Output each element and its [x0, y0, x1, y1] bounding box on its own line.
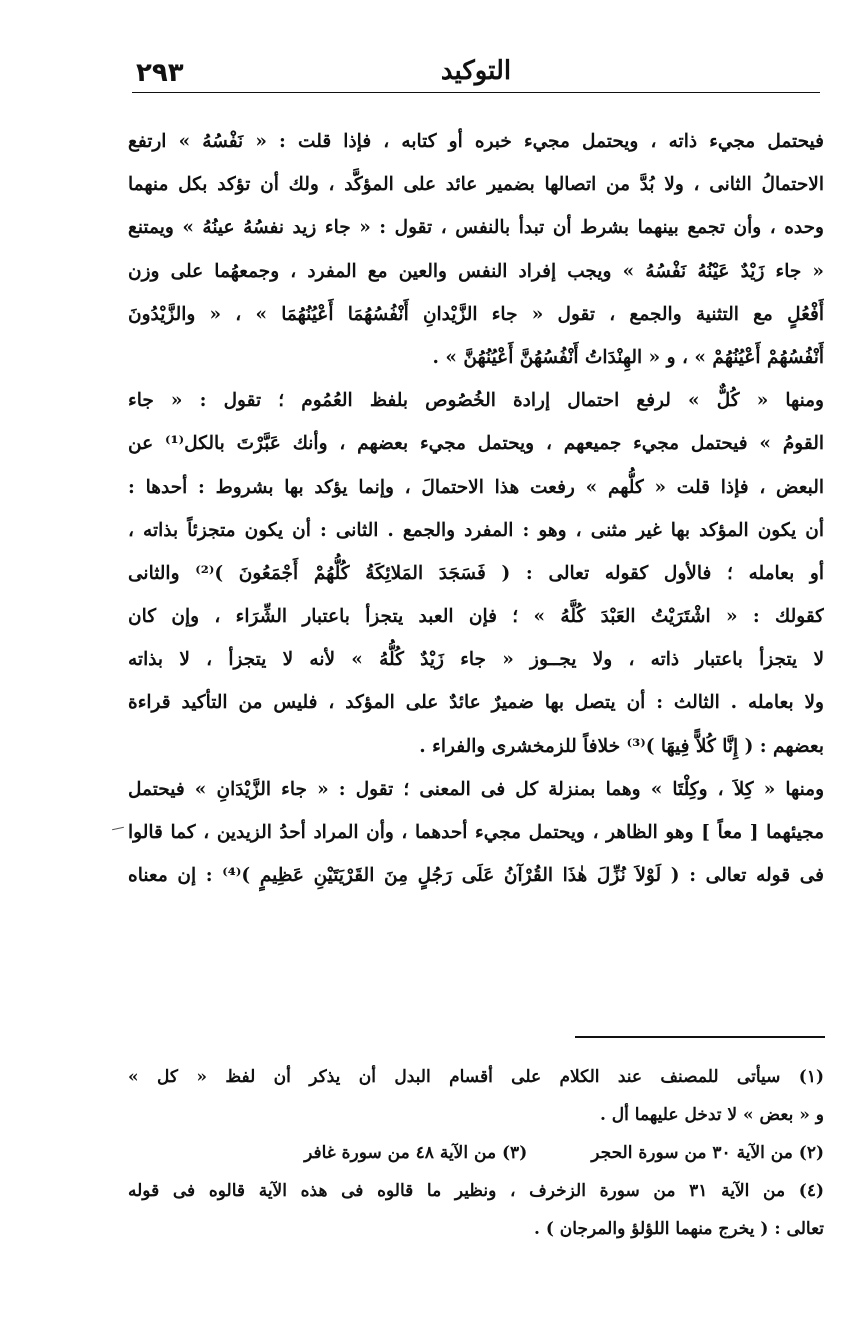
body-line: أو بعامله ؛ فالأول كقوله تعالى : ( فَسَجَدَ المَلائِكَةُ كُلُّهُمْ أَجْمَعُونَ )⁽²⁾ والثانى [128, 562, 824, 584]
body-line: فيحتمل مجيء ذاته ، ويحتمل مجيء خبره أو كتابه ، فإذا قلت : « نَفْسُهُ » ارتفع [128, 131, 824, 152]
footnotes [128, 1058, 824, 1248]
body-line: الاحتمالُ الثانى ، ولا بُدَّ من اتصالها بضمير عائد على المؤكَّد ، ولك أن تؤكد بكل منهما [128, 174, 824, 196]
body-line: أن يكون المؤكد بها غير مثنى ، وهو : المفرد والجمع . الثانى : أن يكون متجزئاً بذاته ، [128, 519, 824, 541]
page-header [132, 52, 820, 93]
body-line: بعضهم : ( إِنَّا كُلاًّ فِيهَا )⁽³⁾ خلافاً للزمخشرى والفراء . [419, 735, 824, 757]
body-line: أَنْفُسُهُمْ أَعْيُنُهُمْ » ، و « الهِنْدَاتُ أَنْفُسُهُنَّ أَعْيُنُهُنَّ » . [432, 346, 824, 368]
body-line: القومُ » فيحتمل مجيء جميعهم ، ويحتمل مجيء بعضهم ، وأنك عَبَّرْتَ بالكل⁽¹⁾ عن [128, 433, 824, 455]
footnote-3: (٣) من الآية ٤٨ من سورة غافر [304, 1143, 528, 1163]
body-line: مجيئهما [ معاً ] وهو الظاهر ، ويحتمل مجيء أحدهما ، وأن المراد أحدُ الزيدين ، كما قالوا [128, 822, 824, 843]
footnote-4: (٤) من الآية ٣١ من سورة الزخرف ، ونظير ما قالوه فى هذه الآية قالوه فى قوله [128, 1181, 824, 1201]
body-line: ومنها « كِلاَ ، وكِلْتَا » وهما بمنزلة كل فى المعنى ؛ تقول : « جاء الزَّيْدَانِ » فيحتمل [128, 778, 824, 800]
page-number: ٢٩٣ [136, 58, 184, 88]
footnote-2: (٢) من الآية ٣٠ من سورة الحجر [591, 1143, 824, 1163]
margin-mark [112, 827, 124, 830]
footnotes-2-3-row [128, 1134, 824, 1172]
body-text [128, 120, 824, 897]
body-line: فى قوله تعالى : ( لَوْلاَ نُزِّلَ هٰذَا القُرْآنُ عَلَى رَجُلٍ مِنَ القَرْيَتَيْنِ عَظِيمٍ )⁽⁴⁾ : إن معناه [128, 865, 824, 887]
footnote-separator [575, 1036, 825, 1038]
body-line: أَفْعُلٍ مع التثنية والجمع ، تقول « جاء الزَّيْدانِ أَنْفُسُهُمَا أَعْيُنُهُمَا » ، « والزَّيْدُونَ [128, 303, 824, 325]
body-line: ومنها « كُلٌّ » لرفع احتمال إرادة الخُصُوص بلفظ العُمُوم ؛ تقول : « جاء [128, 390, 824, 412]
body-line: كقولك : « اشْتَرَيْتُ العَبْدَ كُلَّهُ » ؛ فإن العبد يتجزأ باعتبار الشِّرَاء ، وإن كان [128, 606, 824, 628]
running-title: التوكيد [440, 56, 512, 86]
body-line: البعض ، فإذا قلت « كلُّهم » رفعت هذا الاحتمالَ ، وإنما يؤكد بها بشروط : أحدها : [128, 476, 824, 498]
body-line: ولا بعامله . الثالث : أن يتصل بها ضميرٌ عائدٌ على المؤكد ، فليس من التأكيد قراءة [128, 692, 824, 714]
footnote-4-continued: تعالى : ( يخرج منهما اللؤلؤ والمرجان ) . [534, 1219, 824, 1239]
body-line: « جاء زَيْدٌ عَيْنُهُ نَفْسُهُ » ويجب إفراد النفس والعين مع المفرد ، وجمعهُما على وزن [128, 260, 824, 282]
footnote-1-continued: و « بعض » لا تدخل عليهما أل . [599, 1105, 824, 1125]
body-line: وحده ، وأن تجمع بينهما بشرط أن تبدأ بالنفس ، تقول : « جاء زيد نفسُهُ عينُهُ » ويمتنع [128, 217, 824, 239]
footnote-1: (١) سيأتى للمصنف عند الكلام على أقسام البدل أن يذكر أن لفظ « كل » [128, 1067, 824, 1087]
body-line: لا يتجزأ باعتبار ذاته ، ولا يجــوز « جاء زَيْدٌ كُلُّهُ » لأنه لا يتجزأ ، لا بذاته [128, 649, 824, 671]
